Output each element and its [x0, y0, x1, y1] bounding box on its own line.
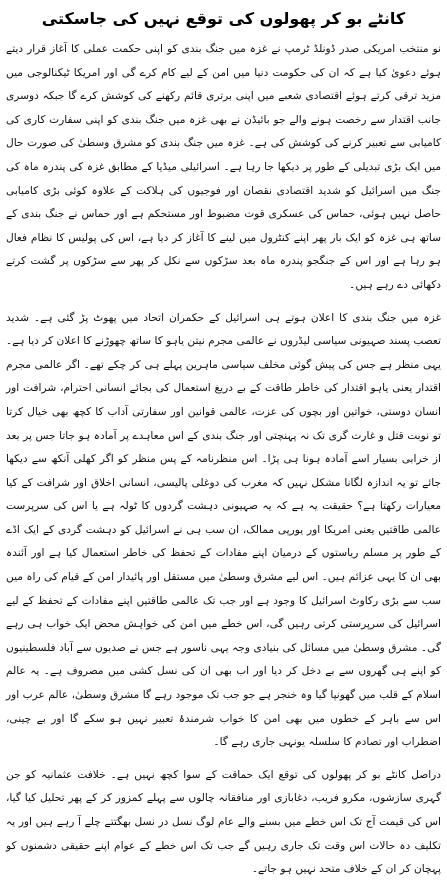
article-title: کانٹے بو کر پھولوں کی توقع نہیں کی جاسکتی [41, 9, 406, 28]
article-paragraph-1: نو منتخب امریکی صدر ڈونلڈ ٹرمپ نے غزہ میں جنگ بندی کو اپنی حکمت عملی کا آغاز قرار دیتے ہوئے دعویٰ کیا ہے کہ ان کی حکومت دنیا میں امن کے لیے کام کرے گی اور امریکا ٹیکنالوجی میں مزید ترقی کرتے ہوئے اقتصادی شعبے میں اپنی برتری قائم رکھنے کی کوشش کرے گا جبکہ دوسری جانب اقتدار سے رخصت ہونے والے جو بائیڈن نے بھی غزہ میں جنگ بندی کو اپنی سفارت کاری کی کامیابی سے تعبیر کرنے کی کوشش کی ہے۔ غزہ میں جنگ بندی کو مشرق وسطیٰ کی صورت حال میں ایک بڑی تبدیلی کے طور پر دیکھا جا رہا ہے۔ اسرائیلی میڈیا کے مطابق غزہ کی پندرہ ماہ کی جنگ میں اسرائیل کو شدید اقتصادی نقصان اور فوجیوں کی ہلاکت کے علاوہ کوئی بڑی کامیابی حاصل نہیں ہوئی، حماس کی عسکری قوت مضبوط اور مستحکم ہے اور حماس نے جنگ بندی کے ساتھ ہی غزہ کو ایک بار پھر اپنے کنٹرول میں لینے کا آغاز کر دیا ہے، اس کی پولیس کا نظام فعال ہو رہا ہے اور اس کے جنگجو پندرہ ماہ بعد سڑکوں سے نکل کر پھر سے سڑکوں پر گشت کرتے دکھائی دے رہے ہیں۔ [6, 43, 441, 291]
article-paragraph-3: دراصل کانٹے بو کر پھولوں کی توقع ایک حماقت کے سوا کچھ نہیں ہے۔ خلافت عثمانیہ کو جن گہری سازشوں، مکرو فریب، دغابازی اور منافقانہ چالوں سے پہلے کمزور کر کے پھر تحلیل کیا گیا، اس کی قیمت آج تک اس خطے میں بسنے والے عام لوگ نسل در نسل بھگتتے چلے آ رہے ہیں اور یہ تکلیف دہ حالات اس وقت تک جاری رہیں گے جب تک اس خطے کے عوام اپنے حقیقی دشمنوں کو پہچان کر ان کے خلاف متحد نہیں ہو جاتے۔ [6, 768, 441, 876]
article-paragraph-2: غزہ میں جنگ بندی کا اعلان ہوتے ہی اسرائیل کے حکمران اتحاد میں پھوٹ پڑ گئی ہے۔ شدید تعصب پسند صہیونی سیاسی لیڈروں نے عالمی مجرم نیتن یاہو کا ساتھ چھوڑنے کا اعلان کر دیا ہے۔ یہی منظر ہے جس کی پیش گوئی مخلف سیاسی ماہرین پہلے ہی کر چکے تھے۔ اگر عالمی مجرم اقتدار یعنی یاہو اقتدار کی خاطر طاقت کے بے دریغ استعمال کی بجائے انسانی احترام، شرافت اور انسان دوستی، خواتین اور بچوں کی عزت، عالمی قوانین اور سفارتی آداب کا کچھ بھی خیال کرتا تو نوبت قتل و غارت گری تک نہ پہنچتی اور جنگ بندی کے اس معاہدے پر آمادہ ہو جاتا جس پر بعد از خرابی بسیار اسے آمادہ ہونا ہی پڑا۔ اس منظرنامہ کے پس منظر کو اگر کھلی آنکھ سے دیکھا جائے تو یہ اندازہ لگانا مشکل نہیں کہ مغرب کی دوغلی پالیسی، انسانی اخلاق اور شرافت کے کیا معیارات رکھتا ہے؟ حقیقت یہ ہے کہ یہ صہیونی دہشت گردوں کا ٹولہ ہے یا اس کی سرپرست عالمی طاقتیں یعنی امریکا اور یورپی ممالک، ان سب ہی نے اسرائیل کو دہشت گردی کے ایک اڈے کے طور پر مسلم ریاستوں کے درمیان اپنے مفادات کے تحفظ کی خاطر استعمال کیا ہے اور آئندہ بھی ان کا یہی عزائم ہیں۔ اس لیے مشرق وسطیٰ میں مستقل اور پائیدار امن کے قیام کی راہ میں سب سے بڑی رکاوٹ اسرائیل کا وجود ہے اور جب تک عالمی طاقتیں اپنے مفادات کے تحفظ کے لیے اسرائیل کی سرپرستی کرتی رہیں گی، اس خطے میں امن کی خواہش محض ایک خواب ہی رہے گی۔ مشرق وسطیٰ میں مسائل کی بنیادی وجہ یہی ناسور ہے جس نے صدیوں سے آباد فلسطینیوں کو اپنے ہی گھروں سے بے دخل کر دیا اور اب بھی ان کی نسل کشی میں مصروف ہے۔ یہ عالم اسلام کے قلب میں گھونپا گیا وہ خنجر ہے جو جب تک موجود رہے گا مشرق وسطیٰ، عالم عرب اور اس سے باہر کے خطوں میں بھی امن کا خواب شرمندۂ تعبیر نہیں ہو سکے گا اور بے چینی، اضطراب اور تصادم کا سلسلہ یونہی جاری رہے گا۔ [5, 311, 441, 749]
